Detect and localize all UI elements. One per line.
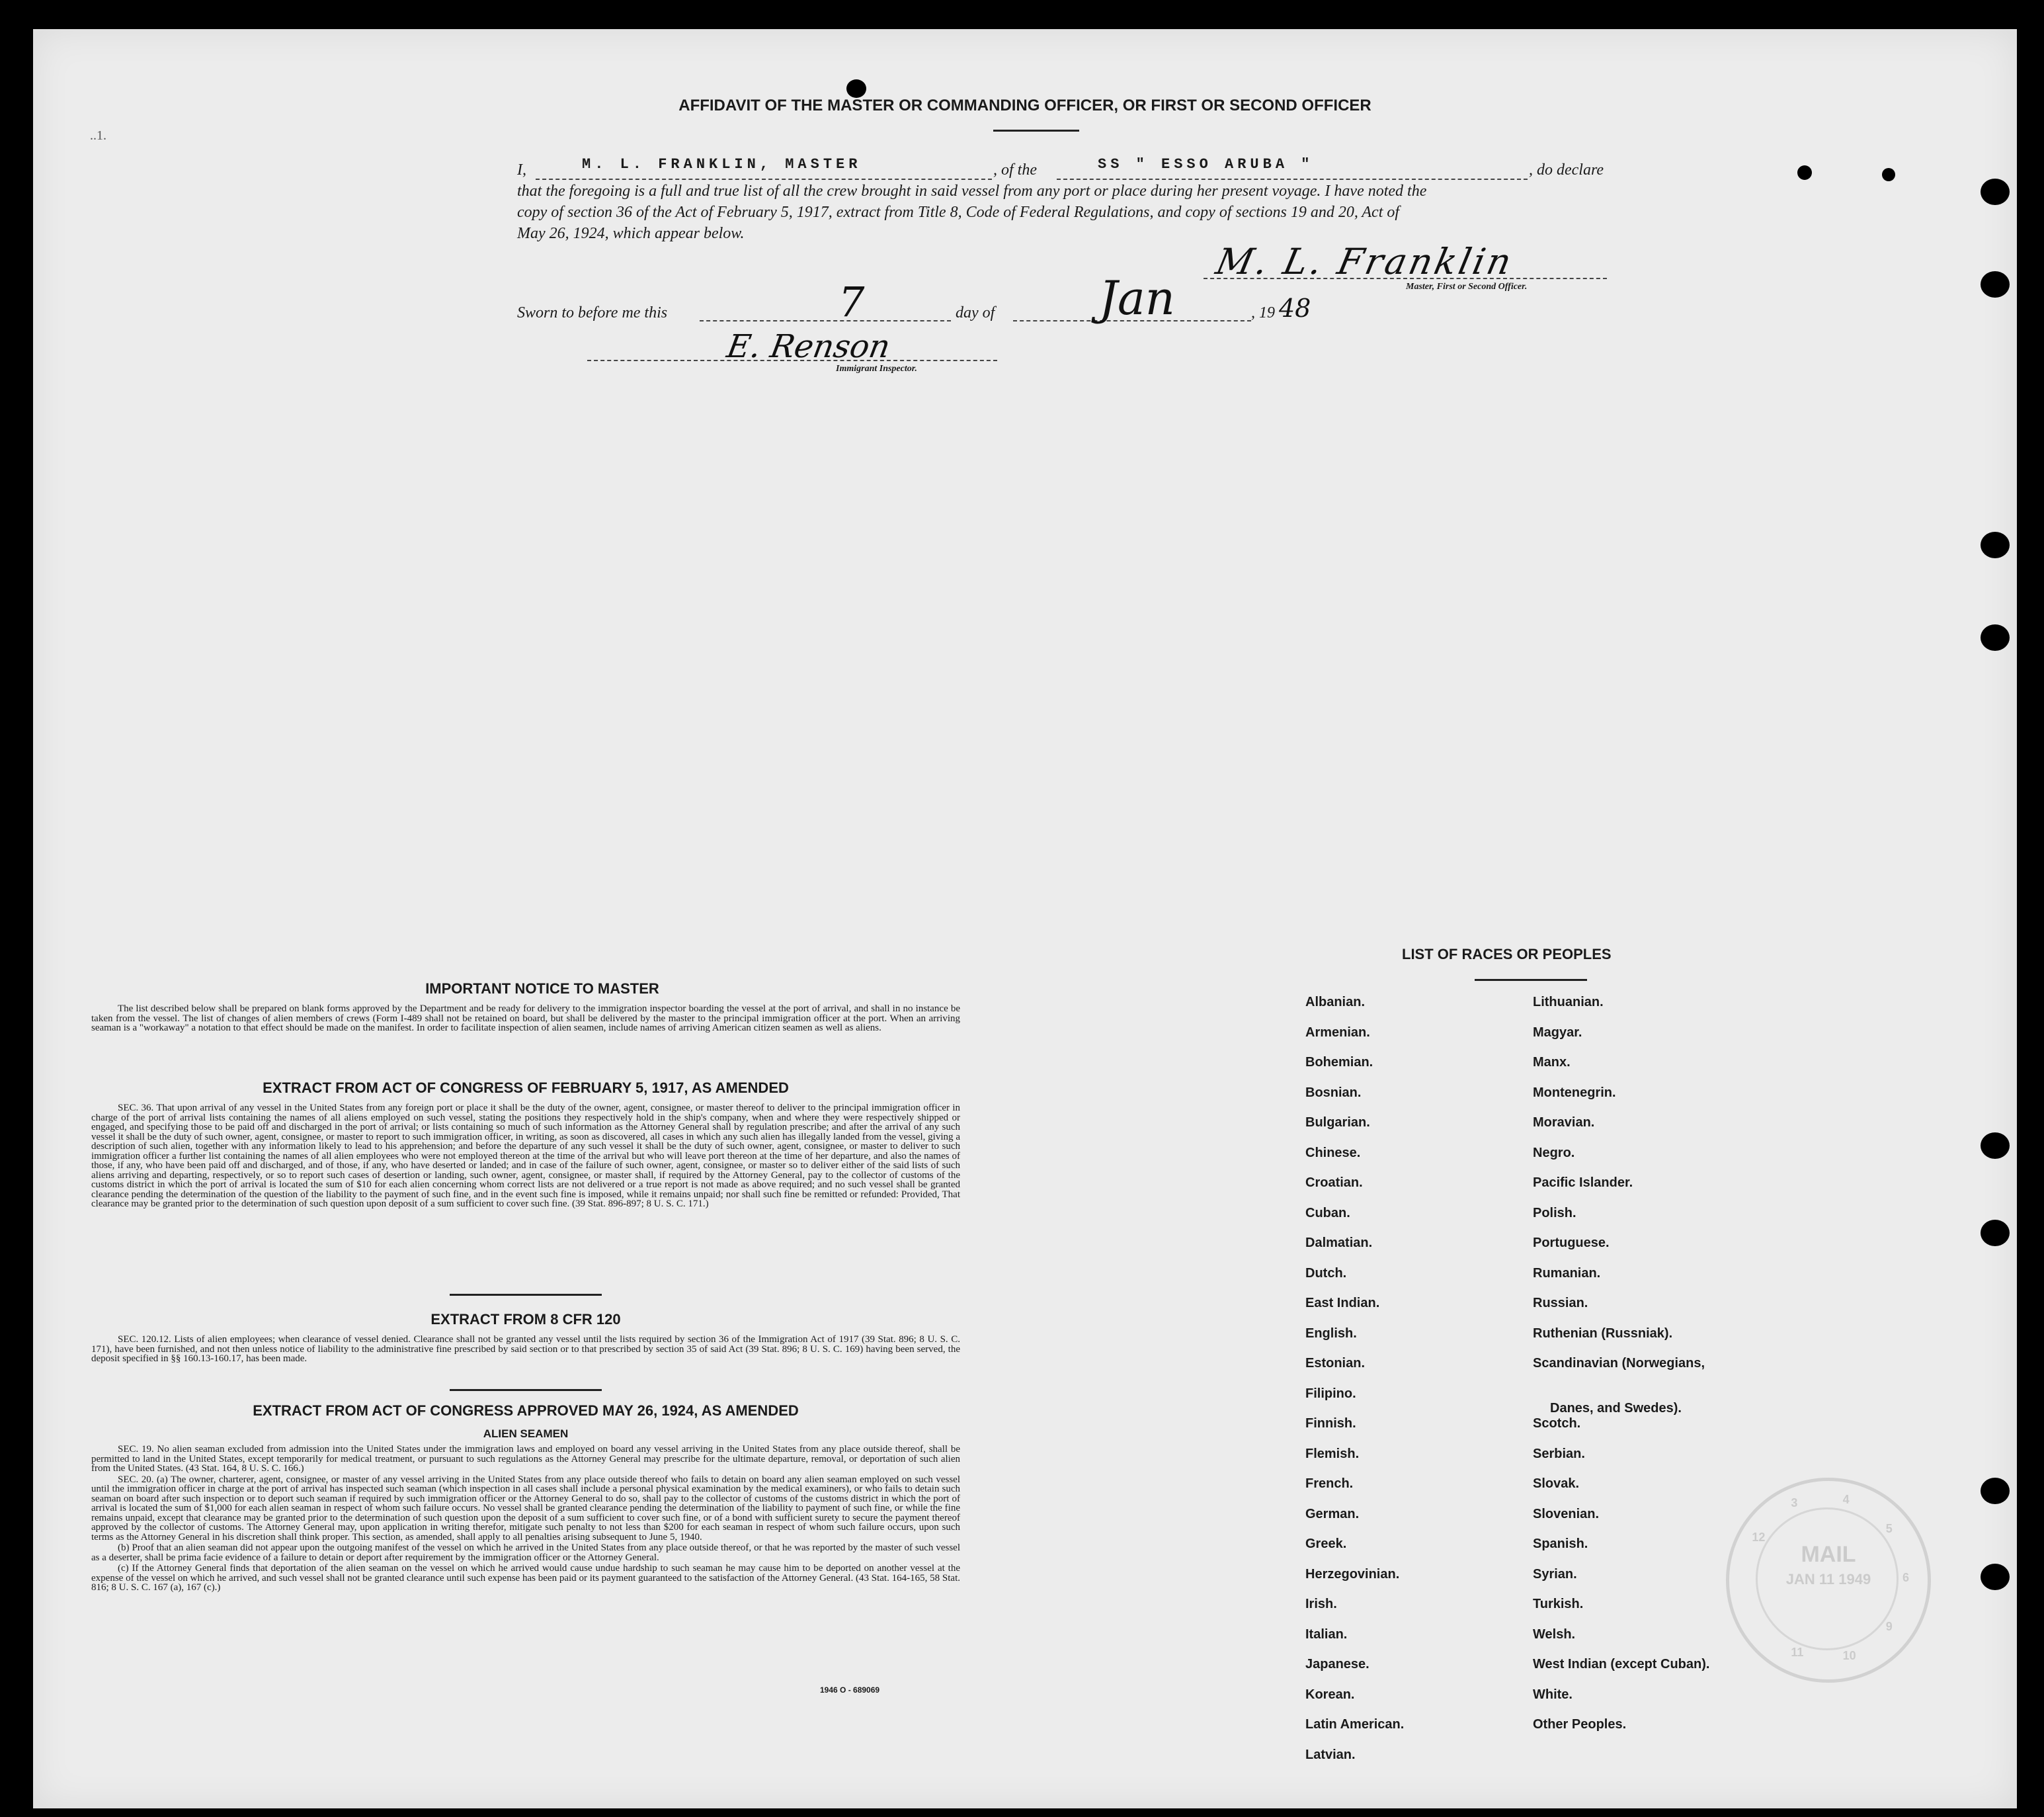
race-item: Slovak. [1533,1476,1580,1491]
stamp-number: 10 [1842,1648,1856,1662]
race-item: Italian. [1305,1627,1348,1642]
race-item: Serbian. [1533,1446,1585,1461]
race-item: Turkish. [1533,1597,1584,1611]
stamp-date: JAN 11 1949 [1785,1571,1871,1587]
race-item: West Indian (except Cuban). [1533,1657,1710,1671]
race-item: Pacific Islander. [1533,1175,1633,1190]
race-item: Ruthenian (Russniak). [1533,1326,1673,1341]
stamp-number: 3 [1791,1496,1798,1510]
race-item: Bohemian. [1305,1055,1373,1070]
punch-hole [1981,624,2010,651]
inspector-line [587,360,997,361]
race-item: Rumanian. [1533,1265,1601,1281]
race-item: Portuguese. [1533,1236,1610,1250]
affidavit-line-3: copy of section 36 of the Act of February 5, 1917, extract from Title 8, Code of Federal Regulations, and copy of sections 19 and 20, Act of [517,204,1400,221]
stamp-number: 5 [1885,1521,1893,1535]
master-signature: M. L. Franklin [1212,241,1518,282]
punch-hole [1981,1564,2010,1590]
race-item: Estonian. [1305,1356,1366,1371]
i-label: I, [517,161,526,179]
margin-mark: ..1. [90,128,106,143]
stamp-number: 4 [1842,1493,1850,1507]
race-item: Welsh. [1533,1627,1576,1642]
title-rule [993,130,1079,132]
stamp-number: 9 [1885,1620,1893,1634]
inspector-signature: E. Renson [724,328,893,365]
of-the-label: , of the [993,161,1037,179]
race-item: Bosnian. [1305,1085,1362,1100]
sworn-label: Sworn to before me this [517,304,668,321]
punch-hole [1981,1132,2010,1159]
race-item: Greek. [1305,1537,1347,1551]
race-item: East Indian. [1305,1296,1380,1310]
extract-1917-text [91,1103,960,1210]
sec20b-paragraph: (b) Proof that an alien seaman did not appear upon the outgoing manifest of the vessel on which he arrived in the United States from any place outside thereof, or that he was reported by the master of such vessel as a deserter, shall be prima facie evidence of a failure to detain or deport after requirement by the immigration officer or the Attorney General. [91,1542,960,1563]
notice-text [91,1004,960,1035]
race-item: Polish. [1533,1205,1576,1220]
race-item: Lithuanian. [1533,995,1604,1009]
year-prefix: , 19 [1251,304,1275,321]
affidavit-title: AFFIDAVIT OF THE MASTER OR COMMANDING OFFICER, OR FIRST OR SECOND OFFICER [678,97,1371,114]
race-item: Manx. [1533,1055,1571,1070]
affidavit-line-2: that the foregoing is a full and true list of all the crew brought in said vessel from any port or place during her present voyage. I have noted the [517,183,1427,200]
race-item: Dutch. [1305,1265,1347,1281]
race-item: Scotch. [1533,1416,1581,1431]
race-item: Magyar. [1533,1025,1582,1040]
do-declare-label: , do declare [1529,161,1604,179]
extract-1917-title: EXTRACT FROM ACT OF CONGRESS OF FEBRUARY 5, 1917, AS AMENDED [263,1079,789,1096]
punch-hole [1981,1220,2010,1246]
race-item: Filipino. [1305,1386,1356,1401]
race-item: Scandinavian (Norwegians, [1533,1356,1705,1371]
section-rule [450,1389,602,1391]
race-item: French. [1305,1476,1354,1491]
race-item: Korean. [1305,1687,1355,1702]
name-line [536,179,992,180]
punch-hole [1797,165,1812,180]
affidavit-line-4: May 26, 1924, which appear below. [517,225,745,242]
race-item: Armenian. [1305,1025,1370,1040]
race-item: Herzegovinian. [1305,1566,1400,1582]
notice-paragraph: The list described below shall be prepared on blank forms approved by the Department and be ready for delivery to the immigration inspector boarding the vessel at the port of arrival, and shall in no instance be taken from the vessel. The list of changes of alien members of crews (Form I-489 shall not be retained on board, but shall be delivered by the master to the principal immigration officer at the port. When an arriving seaman is a "workaway" a notation to that effect should be made on the manifest. In order to facilitate inspection of alien seamen, include names of arriving American citizen seamen as well as aliens. [91,1003,960,1033]
race-item: Latvian. [1305,1747,1356,1762]
race-item: Bulgarian. [1305,1115,1370,1130]
race-item: Other Peoples. [1533,1717,1627,1732]
race-item: Irish. [1305,1597,1337,1611]
document-sheet [33,29,2017,1808]
day-line [700,320,951,321]
year-value: 48 [1279,294,1311,323]
race-item: German. [1305,1506,1360,1521]
race-item: Syrian. [1533,1566,1577,1582]
race-item: Spanish. [1533,1537,1588,1551]
races-title-rule [1475,979,1587,981]
punch-hole [1981,271,2010,298]
punch-hole [1981,532,2010,558]
inspector-role: Immigrant Inspector. [836,364,917,374]
extract-cfr-title: EXTRACT FROM 8 CFR 120 [430,1311,621,1328]
stamp-word: MAIL [1801,1542,1856,1567]
race-item: Flemish. [1305,1446,1360,1461]
race-item: Cuban. [1305,1205,1350,1220]
race-item: Negro. [1533,1145,1575,1160]
punch-hole [1981,179,2010,205]
stamp-number: 6 [1902,1571,1910,1584]
race-item: Slovenian. [1533,1506,1600,1521]
print-code: 1946 O - 689069 [820,1685,880,1695]
race-item: Croatian. [1305,1175,1363,1190]
sec19-paragraph: SEC. 19. No alien seaman excluded from admission into the United States under the immigration laws and employed on board any vessel arriving in the United States from any place outside thereof, shall be permitted to land in the United States, except temporarily for medical treatment, or pursuant to such regulations as the Attorney General may prescribe for the ultimate departure, removal, or deportation of such alien from the United States. (43 Stat. 164, 8 U. S. C. 166.) [91,1444,960,1474]
punch-hole [1882,168,1895,181]
sec120-paragraph: SEC. 120.12. Lists of alien employees; when clearance of vessel denied. Clearance shall not be granted any vessel until the lists required by section 36 of the Immigration Act of 1917 (39 Stat. 896; 8 U. S. C. 171), have been furnished, and not then unless notice of liability to the administrative fine prescribed by said section or to that prescribed by section 35 of said Act (39 Stat. 896; 8 U. S. C. 169) having been served, the deposit specified in §§ 160.13-160.17, has been made. [91,1334,960,1364]
day-of-label: day of [956,304,995,321]
day-value: 7 [838,278,865,326]
signature-role: Master, First or Second Officer. [1406,282,1528,292]
sec36-paragraph: SEC. 36. That upon arrival of any vessel in the United States from any foreign port or place it shall be the duty of the owner, agent, consignee, or master thereof to deliver to the principal immigration officer in charge of the port of arrival lists containing the names of all aliens employed on such vessel, stating the positions they respectively hold in the ship's company, when and where they were respectively shipped or engaged, and specifying those to be paid off and discharged in the port of arrival; or lists containing so much of such information as the Attorney General shall by regulation prescribe; and after the arrival of any such vessel it shall be the duty of such owner, agent, consignee, or master to report to such immigration officer, in writing, as soon as discovered, all cases in which any such alien has illegally landed from the vessel, giving a description of such alien, together with any information likely to lead to his apprehension; and before the departure of any such vessel it shall be the duty of such owner, agent, consignee, or master to deliver to such immigration officer a further list containing the names of all alien employees who were not employed thereon at the time of the arrival but who will leave port thereon at the time of her departure, and also the names of those, if any, who have been paid off and discharged, and of those, if any, who have deserted or landed; and in case of the failure of such owner, agent, consignee, or master so to deliver either of the said lists of such aliens arriving and departing, respectively, or so to report such cases of desertion or landing, such owner, agent, consignee, or master shall, if required by the Attorney General, pay to the collector of customs of the customs district in which the port of arrival is located the sum of $10 for each alien concerning whom correct lists are not delivered or a true report is not made as above required; and no such vessel shall be granted clearance pending the determination of the question of the liability to the payment of such fine, and in the event such fine is imposed, while it remains unpaid; nor shall such fine be remitted or refunded: Provided, That clearance may be granted prior to the determination of such question upon deposit of a sum sufficient to cover such fine. (39 Stat. 896-897; 8 U. S. C. 171.) [91,1103,960,1209]
notice-title: IMPORTANT NOTICE TO MASTER [425,980,659,997]
race-item: Albanian. [1305,995,1366,1009]
race-item: Dalmatian. [1305,1236,1373,1250]
race-item: Chinese. [1305,1145,1361,1160]
month-value: Jan [1099,271,1175,325]
sec20c-paragraph: (c) If the Attorney General finds that deportation of the alien seaman on the vessel on which he arrived would cause undue hardship to such seaman he may cause him to be deported on another vessel at the expense of the vessel on which he arrived, and such vessel shall not be granted clearance until such expense has been paid or its payment guaranteed to the satisfaction of the Attorney General. (43 Stat. 164-165, 58 Stat. 816; 8 U. S. C. 167 (a), 167 (c).) [91,1563,960,1593]
stamp-number: 12 [1752,1531,1766,1544]
sec20a-paragraph: SEC. 20. (a) The owner, charterer, agent, consignee, or master of any vessel arriving in the United States from any place outside thereof who fails to detain on board any alien seaman employed on such vessel until the immigration officer in charge at the port of arrival has inspected such seaman (which inspection in all cases shall include a personal physical examination by the medical examiners), or who fails to detain such seaman on board after such inspection or to deport such seaman if required by such immigration officer or the Attorney General to do so, shall pay to the collector of customs of the customs district in which the port of arrival is located the sum of $1,000 for each alien seaman in respect of whom such failure occurs. No vessel shall be granted clearance pending the determination of the liability to payment of such fine, or while the fine remains unpaid, except that clearance may be granted prior to the determination of such question upon the deposit of a sum sufficient to cover such fine, or of a bond with sufficient surety to secure the payment thereof approved by the collector of customs. The Attorney General may, upon application in writing therefor, mitigate such penalty to not less than $200 for each seaman in respect of whom such failure occurs, upon such terms as the Attorney General in his discretion shall think proper. This section, as amended, shall apply to all penalties arising subsequent to June 5, 1940. [91,1474,960,1542]
races-title: LIST OF RACES OR PEOPLES [1402,946,1612,962]
punch-hole [1981,1478,2010,1504]
race-item: Finnish. [1305,1416,1356,1431]
race-item: Montenegrin. [1533,1085,1616,1100]
race-item: Japanese. [1305,1657,1369,1671]
race-item: Latin American. [1305,1717,1405,1732]
punch-hole [846,79,866,98]
race-item: Russian. [1533,1296,1588,1310]
race-item: White. [1533,1687,1573,1702]
master-name: M. L. FRANKLIN, MASTER [582,156,862,173]
mail-date-stamp [1726,1478,1931,1683]
extract-cfr-text [91,1335,960,1365]
race-item: Moravian. [1533,1115,1595,1130]
vessel-name: SS " ESSO ARUBA " [1098,156,1314,173]
stamp-number: 11 [1791,1645,1804,1659]
race-item: English. [1305,1326,1357,1341]
extract-1924-text [91,1445,960,1594]
alien-seamen-subtitle: ALIEN SEAMEN [483,1427,569,1440]
race-item: Danes, and Swedes). [1550,1400,1682,1416]
section-rule [450,1294,602,1296]
signature-line [1204,278,1607,279]
extract-1924-title: EXTRACT FROM ACT OF CONGRESS APPROVED MAY 26, 1924, AS AMENDED [253,1402,799,1419]
vessel-line [1057,179,1528,180]
